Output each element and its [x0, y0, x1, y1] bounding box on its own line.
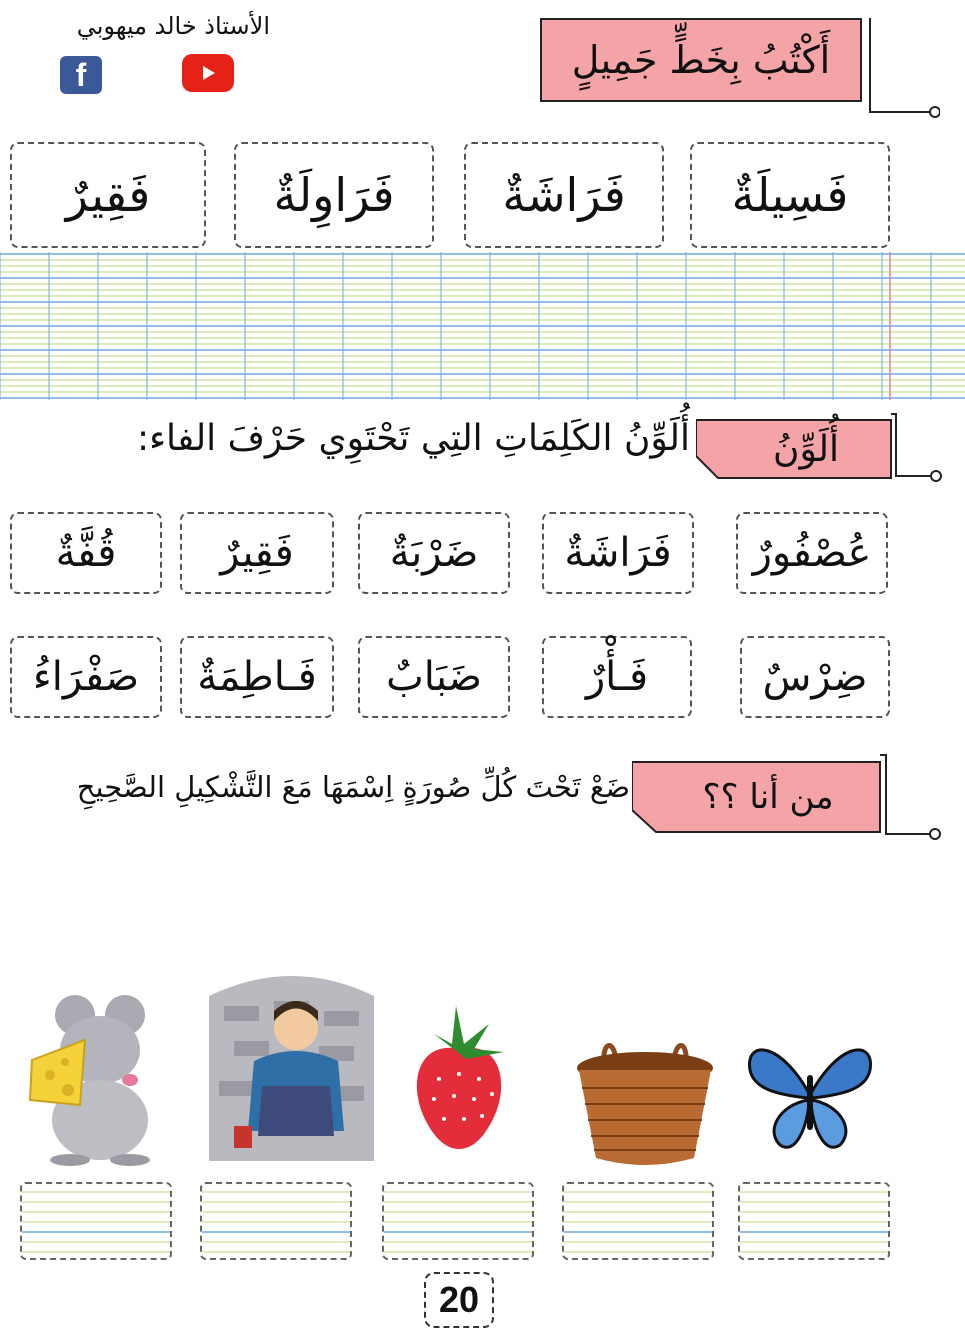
color-title: أُلَوِّنُ — [773, 428, 840, 470]
answer-box-1[interactable] — [738, 1182, 890, 1260]
who-title: من أنا ؟؟ — [702, 777, 834, 817]
who-banner — [632, 752, 944, 844]
answer-box-2[interactable] — [562, 1182, 714, 1260]
color-word-2-5[interactable]: صَفْرَاءُ — [10, 636, 162, 718]
poor-boy-picture — [204, 966, 380, 1166]
section1-title: أَكْتُبُ بِخَطٍّ جَمِيلٍ — [540, 18, 862, 102]
youtube-icon[interactable] — [182, 54, 234, 92]
color-word-1-5[interactable]: قُفَّةٌ — [10, 512, 162, 594]
butterfly-picture — [740, 1030, 880, 1160]
answer-box-5[interactable] — [20, 1182, 172, 1260]
write-word-4: فَقِيرٌ — [10, 142, 206, 248]
color-word-1-4[interactable]: فَقِيرٌ — [180, 512, 334, 594]
color-word-1-2[interactable]: فَرَاشَةٌ — [542, 512, 694, 594]
mouse-cheese-picture — [20, 990, 170, 1170]
section1-banner — [540, 18, 870, 110]
writing-grid[interactable] — [0, 252, 965, 400]
color-word-2-4[interactable]: فَـاطِمَةٌ — [180, 636, 334, 718]
write-word-2: فَرَاشَةٌ — [464, 142, 664, 248]
color-banner — [696, 412, 946, 486]
color-word-1-1[interactable]: عُصْفُورٌ — [736, 512, 888, 594]
color-word-1-3[interactable]: ضَرْبَةٌ — [358, 512, 510, 594]
color-word-2-2[interactable]: فَـأْرٌ — [542, 636, 692, 718]
basket-picture — [574, 1040, 716, 1170]
write-word-3: فَرَاوِلَةٌ — [234, 142, 434, 248]
color-word-2-1[interactable]: ضِرْسٌ — [740, 636, 890, 718]
strawberry-picture — [394, 1004, 526, 1174]
author-name: الأستاذ خالد ميهوبي — [76, 12, 270, 40]
answer-box-4[interactable] — [200, 1182, 352, 1260]
color-instruction: أُلَوِّنُ الكَلِمَاتِ التِي تَحْتَوِي حَرْفَ الفاء: — [136, 418, 690, 459]
write-word-1: فَسِيلَةٌ — [690, 142, 890, 248]
facebook-icon[interactable]: f — [60, 56, 102, 94]
color-word-2-3[interactable]: ضَبَابٌ — [358, 636, 510, 718]
page-number: 20 — [424, 1272, 494, 1328]
answer-box-3[interactable] — [382, 1182, 534, 1260]
who-instruction: ضَعْ تَحْتَ كُلِّ صُورَةٍ اِسْمَهَا مَعَ التَّشْكِيلِ الصَّحِيحِ — [76, 770, 630, 804]
